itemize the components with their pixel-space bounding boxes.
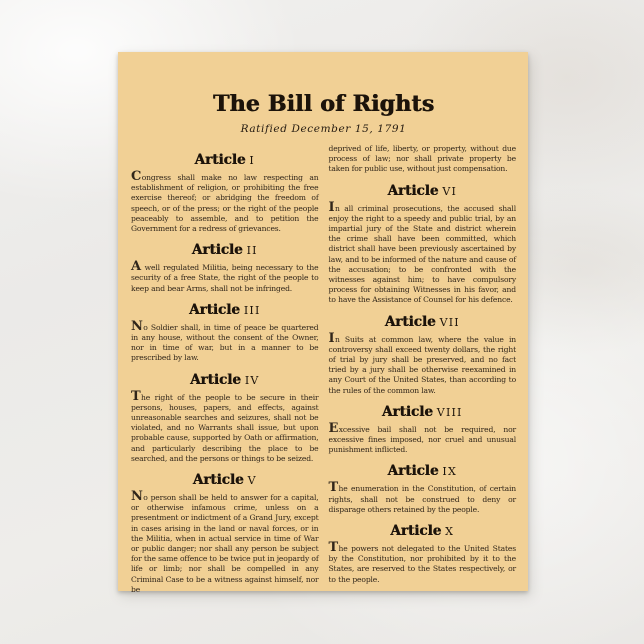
article-paragraph: The powers not delegated to the United States by the Constitution, nor prohibited by it to the States, are reserved to the States respectively, or to the people.: [328, 540, 516, 584]
article-heading-word: Article: [188, 301, 240, 318]
article-heading: [329, 522, 517, 539]
article-heading: [329, 403, 517, 420]
article-paragraph: Congress shall make no law respecting an establishment of religion, or prohibiting the free exercise thereof; or abridging the freedom of speech, or of the press; or the right of the people peaceably to assemble, and to petition the Government for a redress of grievances.: [131, 169, 319, 234]
article-heading-numeral: VIII: [436, 405, 463, 419]
article-paragraph: The enumeration in the Constitution, of certain rights, shall not be construed to deny or disparage others retained by the people.: [328, 480, 516, 514]
article-heading: [329, 462, 517, 479]
postcard-subtitle: Ratified December 15, 1791: [240, 123, 407, 135]
article-paragraph: deprived of life, liberty, or property, without due process of law; nor shall private property be taken for public use, without just compensation.: [328, 144, 516, 174]
article-paragraph: A well regulated Militia, being necessary to the security of a free State, the right of the people to keep and bear Arms, shall not be infringed.: [131, 259, 319, 293]
article-heading-numeral: II: [246, 244, 258, 258]
right-column: [329, 144, 517, 597]
article-heading: [131, 241, 319, 258]
article-heading-word: Article: [387, 182, 439, 199]
article-heading-numeral: IV: [244, 373, 260, 387]
article-heading: [131, 151, 319, 168]
article-heading-numeral: X: [445, 525, 455, 539]
article-heading: [329, 313, 517, 330]
article-heading-word: Article: [189, 371, 241, 388]
article-paragraph: No person shall be held to answer for a capital, or otherwise infamous crime, unless on a presentment or indictment of a Grand Jury, except in cases arising in the land or naval forces, or in the Militia, when in actual service in time of War or public danger; nor shall any person be subject for the same offence to be twice put in jeopardy of life or limb; nor shall be compelled in any Criminal Case to be a witness against himself, nor be: [131, 489, 319, 594]
article-heading: [131, 371, 319, 388]
article-heading-numeral: I: [249, 154, 255, 167]
article-heading-word: Article: [387, 463, 439, 480]
article-heading-word: Article: [194, 152, 246, 168]
article-heading-numeral: V: [247, 474, 257, 488]
postcard-title: The Bill of Rights: [212, 91, 435, 117]
left-column: [131, 144, 319, 597]
article-paragraph: Excessive bail shall not be required, nor excessive fines imposed, nor cruel and unusual punishment inflicted.: [328, 420, 516, 455]
article-heading-word: Article: [381, 403, 433, 420]
article-heading-numeral: VI: [442, 184, 458, 198]
article-heading-numeral: III: [243, 303, 261, 317]
article-heading-word: Article: [384, 313, 436, 330]
bill-of-rights-postcard: [118, 52, 528, 594]
article-heading-word: Article: [390, 523, 442, 540]
article-paragraph: In Suits at common law, where the value in controversy shall exceed twenty dollars, the right of trial by jury shall be preserved, and no fact tried by a jury shall be otherwise reexamined in any Court of the United States, than according to the rules of the common law.: [328, 330, 516, 395]
article-paragraph: No Soldier shall, in time of peace be quartered in any house, without the consent of the Owner, nor in time of war, but in a manner to be prescribed by law.: [131, 318, 319, 363]
article-paragraph: In all criminal prosecutions, the accused shall enjoy the right to a speedy and public trial, by an impartial jury of the State and district wherein the crime shall have been committed, which district shall have been previously ascertained by law, and to be informed of the nature and cause of the accusation; to be confronted with the witnesses against him; to have compulsory process for obtaining Witnesses in his favor, and to have the Assistance of Counsel for his defence.: [328, 199, 516, 305]
article-heading-numeral: IX: [442, 465, 457, 479]
article-heading: [329, 182, 517, 199]
article-heading-numeral: VII: [439, 315, 460, 329]
article-heading-word: Article: [192, 472, 244, 489]
text-columns: [131, 144, 516, 597]
article-heading-word: Article: [191, 242, 243, 259]
article-paragraph: The right of the people to be secure in their persons, houses, papers, and effects, against unreasonable searches and seizures, shall not be violated, and no Warrants shall issue, but upon probable cause, supported by Oath or affirmation, and particularly describing the place to be searched, and the persons or things to be seized.: [131, 388, 319, 463]
article-heading: [131, 471, 319, 488]
article-heading: [131, 301, 319, 318]
